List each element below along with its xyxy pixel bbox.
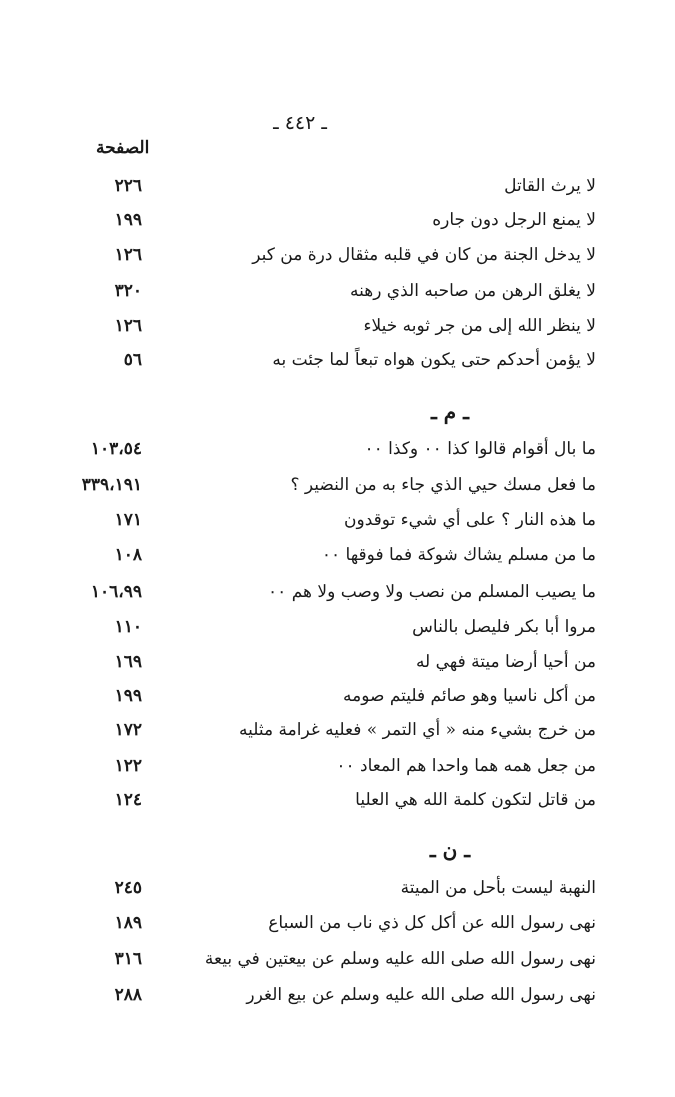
hadith-page-ref: ١١٠ xyxy=(114,617,142,637)
hadith-page-ref: ١٩٩ xyxy=(114,686,142,706)
hadith-row xyxy=(60,686,596,720)
hadith-page-ref: ٣٢٠ xyxy=(114,281,142,301)
hadith-page-ref: ١٢٢ xyxy=(114,756,142,776)
hadith-row xyxy=(60,582,596,616)
hadith-page-ref: ١٦٩ xyxy=(114,652,142,672)
hadith-text: مروا أبا بكر فليصل بالناس xyxy=(412,617,596,637)
hadith-page-ref: ١٩٩ xyxy=(114,210,142,230)
page-column-header: الصفحة xyxy=(96,138,150,158)
hadith-page-ref: ٣١٦ xyxy=(114,949,142,969)
hadith-row xyxy=(60,210,596,244)
hadith-text: نهى رسول الله صلى الله عليه وسلم عن بيع الغرر xyxy=(246,985,596,1005)
hadith-page-ref: ١٨٩ xyxy=(114,913,142,933)
hadith-page-ref: ٢٤٥ xyxy=(114,878,142,898)
hadith-page-ref: ١٢٦ xyxy=(114,245,142,265)
hadith-text: نهى رسول الله عن أكل كل ذي ناب من السباع xyxy=(268,913,596,933)
hadith-row xyxy=(60,176,596,210)
hadith-text: نهى رسول الله صلى الله عليه وسلم عن بيعتين في بيعة xyxy=(204,949,596,969)
hadith-row xyxy=(60,913,596,947)
section-heading-meem: ـ م ـ xyxy=(430,400,470,424)
hadith-page-ref: ٣٣٩،١٩١ xyxy=(81,475,142,495)
hadith-page-ref: ١٠٦،٩٩ xyxy=(90,582,142,602)
hadith-page-ref: ٢٨٨ xyxy=(114,985,142,1005)
hadith-row xyxy=(60,790,596,824)
hadith-row xyxy=(60,756,596,790)
hadith-row xyxy=(60,281,596,315)
hadith-text: ما من مسلم يشاك شوكة فما فوقها ٠٠ xyxy=(321,545,596,565)
hadith-text: من أكل ناسيا وهو صائم فليتم صومه xyxy=(342,686,596,706)
hadith-text: من خرج بشيء منه « أي التمر » فعليه غرامة مثليه xyxy=(239,720,596,740)
hadith-text: من قاتل لتكون كلمة الله هي العليا xyxy=(355,790,596,810)
hadith-row xyxy=(60,439,596,473)
hadith-page-ref: ١٢٦ xyxy=(114,316,142,336)
hadith-row xyxy=(60,475,596,509)
hadith-text: لا يمنع الرجل دون جاره xyxy=(432,210,596,230)
hadith-row xyxy=(60,510,596,544)
hadith-row xyxy=(60,985,596,1019)
hadith-text: لا يدخل الجنة من كان في قلبه مثقال درة من كبر xyxy=(252,245,596,265)
hadith-row xyxy=(60,316,596,350)
section-heading-noon: ـ ن ـ xyxy=(429,838,471,862)
page-number: ـ ٤٤٢ ـ xyxy=(273,112,327,134)
hadith-row xyxy=(60,720,596,754)
hadith-text: ما بال أقوام قالوا كذا ٠٠ وكذا ٠٠ xyxy=(364,439,596,459)
hadith-text: من أحيا أرضا ميتة فهي له xyxy=(415,652,596,672)
hadith-text: ما فعل مسك حيي الذي جاء به من النضير ؟ xyxy=(290,475,596,495)
hadith-text: من جعل همه هما واحدا هم المعاد ٠٠ xyxy=(336,756,596,776)
hadith-text: لا ينظر الله إلى من جر ثوبه خيلاء xyxy=(363,316,596,336)
hadith-text: لا يرث القاتل xyxy=(504,176,596,196)
hadith-row xyxy=(60,545,596,579)
hadith-text: ما هذه النار ؟ على أي شيء توقدون xyxy=(344,510,596,530)
hadith-text: ما يصيب المسلم من نصب ولا وصب ولا هم ٠٠ xyxy=(268,582,596,602)
hadith-row xyxy=(60,949,596,983)
hadith-row xyxy=(60,617,596,651)
hadith-row xyxy=(60,245,596,279)
hadith-page-ref: ٥٦ xyxy=(123,350,142,370)
hadith-page-ref: ١٠٨ xyxy=(114,545,142,565)
hadith-row xyxy=(60,350,596,384)
hadith-page-ref: ١٢٤ xyxy=(114,790,142,810)
hadith-text: لا يؤمن أحدكم حتى يكون هواه تبعاً لما جئت به xyxy=(272,350,596,370)
hadith-row xyxy=(60,878,596,912)
hadith-page-ref: ١٧١ xyxy=(114,510,142,530)
hadith-row xyxy=(60,652,596,686)
hadith-text: النهبة ليست بأحل من الميتة xyxy=(400,878,596,898)
hadith-page-ref: ٢٢٦ xyxy=(114,176,142,196)
hadith-page-ref: ١٠٣،٥٤ xyxy=(90,439,142,459)
hadith-page-ref: ١٧٢ xyxy=(114,720,142,740)
hadith-text: لا يغلق الرهن من صاحبه الذي رهنه xyxy=(349,281,596,301)
